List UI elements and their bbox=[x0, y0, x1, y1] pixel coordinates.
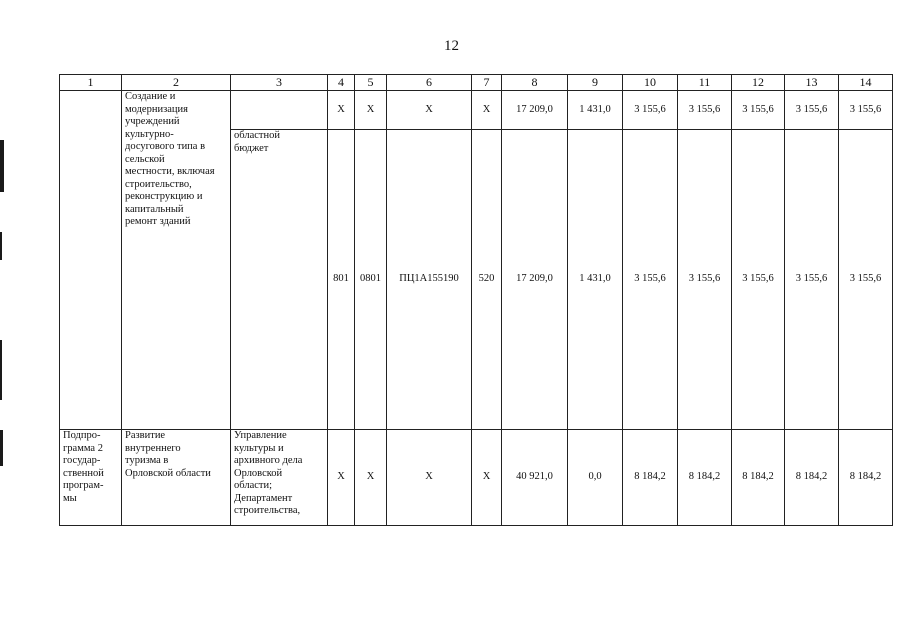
table-cell: 8 184,2 bbox=[839, 430, 893, 526]
table-cell: 3 155,6 bbox=[839, 91, 893, 130]
page-number: 12 bbox=[444, 38, 459, 54]
table-cell: Х bbox=[472, 91, 502, 130]
table-cell: 3 155,6 bbox=[678, 91, 732, 130]
table-cell: 17 209,0 bbox=[502, 130, 568, 430]
program-cell: Подпро- грамма 2 государ- ственной програм- мы bbox=[60, 430, 122, 526]
header-cell: 4 bbox=[328, 75, 355, 91]
header-cell: 10 bbox=[623, 75, 678, 91]
table-cell: 0801 bbox=[355, 130, 387, 430]
header-cell: 8 bbox=[502, 75, 568, 91]
table-cell: Х bbox=[387, 91, 472, 130]
header-cell: 1 bbox=[60, 75, 122, 91]
header-cell: 14 bbox=[839, 75, 893, 91]
table-cell: 801 bbox=[328, 130, 355, 430]
header-cell: 9 bbox=[568, 75, 623, 91]
table-cell: 8 184,2 bbox=[623, 430, 678, 526]
header-cell: 5 bbox=[355, 75, 387, 91]
header-cell: 2 bbox=[122, 75, 231, 91]
budget-table bbox=[59, 74, 893, 526]
header-row bbox=[60, 75, 893, 91]
scan-edge-mark bbox=[0, 140, 4, 192]
table-cell: 40 921,0 bbox=[502, 430, 568, 526]
header-cell: 11 bbox=[678, 75, 732, 91]
table-cell: 3 155,6 bbox=[623, 130, 678, 430]
table-cell: Х bbox=[328, 91, 355, 130]
table-row bbox=[60, 430, 893, 526]
table-cell: Х bbox=[387, 430, 472, 526]
header-cell: 12 bbox=[732, 75, 785, 91]
header-cell: 7 bbox=[472, 75, 502, 91]
program-cell bbox=[60, 91, 122, 430]
table-cell: 8 184,2 bbox=[678, 430, 732, 526]
table-cell: 8 184,2 bbox=[732, 430, 785, 526]
table-cell: 3 155,6 bbox=[785, 130, 839, 430]
funding-source-cell: областной бюджет bbox=[231, 130, 328, 430]
table-cell: 1 431,0 bbox=[568, 91, 623, 130]
table-cell: 17 209,0 bbox=[502, 91, 568, 130]
table-cell: ПЦ1А155190 bbox=[387, 130, 472, 430]
table-cell: 520 bbox=[472, 130, 502, 430]
table-cell: 3 155,6 bbox=[839, 130, 893, 430]
table-cell: 3 155,6 bbox=[732, 91, 785, 130]
scan-edge-mark bbox=[0, 232, 2, 260]
table-cell: 0,0 bbox=[568, 430, 623, 526]
table-cell: Х bbox=[472, 430, 502, 526]
scan-edge-mark bbox=[0, 340, 2, 400]
header-cell: 3 bbox=[231, 75, 328, 91]
executor-cell: Управление культуры и архивного дела Орловской области; Департамент строительства, bbox=[231, 430, 328, 526]
table-cell: Х bbox=[328, 430, 355, 526]
scan-edge-mark bbox=[0, 430, 3, 466]
table-row bbox=[60, 91, 893, 130]
table-cell: 3 155,6 bbox=[623, 91, 678, 130]
activity-name-cell: Развитие внутреннего туризма в Орловской области bbox=[122, 430, 231, 526]
header-cell: 6 bbox=[387, 75, 472, 91]
table-cell: 8 184,2 bbox=[785, 430, 839, 526]
executor-cell bbox=[231, 91, 328, 130]
table-cell: 3 155,6 bbox=[785, 91, 839, 130]
header-cell: 13 bbox=[785, 75, 839, 91]
table-cell: 3 155,6 bbox=[678, 130, 732, 430]
activity-name-cell: Создание и модернизация учреждений культурно- досугового типа в сельской местности, включая строительство, реконструкцию и капитальный ремонт зданий bbox=[122, 91, 231, 430]
table-cell: 3 155,6 bbox=[732, 130, 785, 430]
table-cell: Х bbox=[355, 430, 387, 526]
table-cell: 1 431,0 bbox=[568, 130, 623, 430]
table-cell: Х bbox=[355, 91, 387, 130]
